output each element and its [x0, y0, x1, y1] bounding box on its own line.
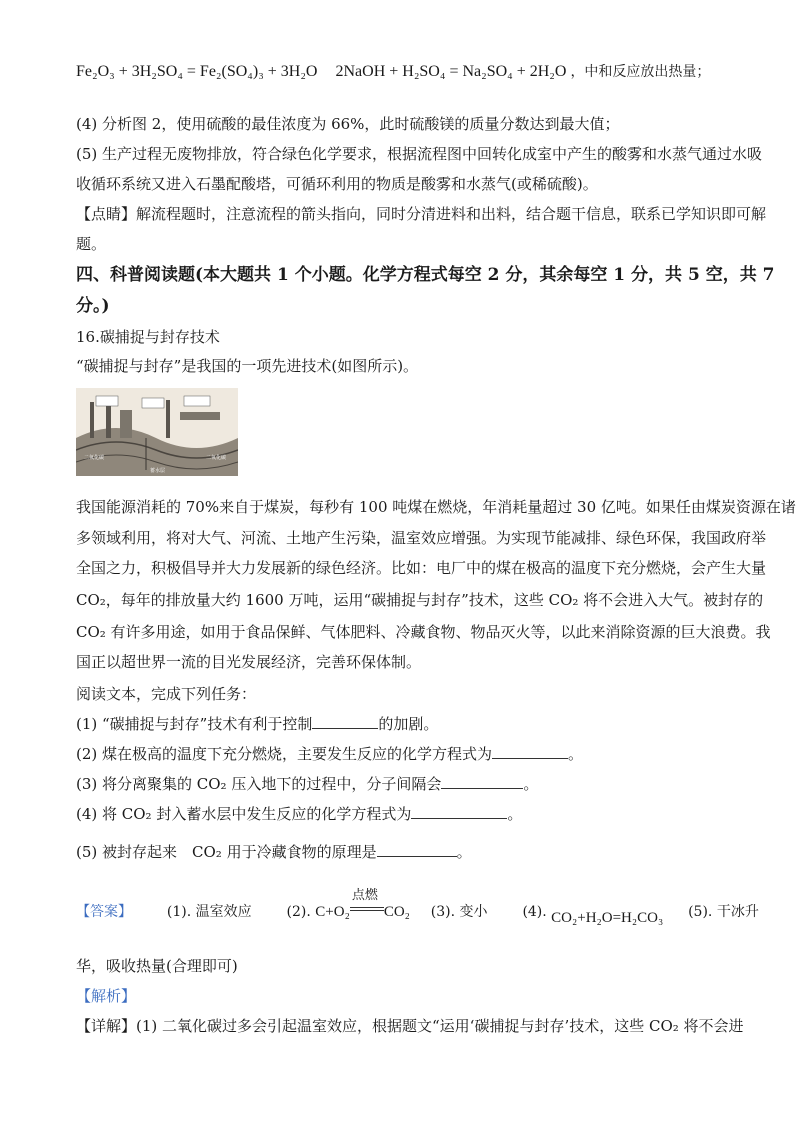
answer-4-label: (4).: [522, 904, 547, 920]
question-5-end: 。: [456, 843, 472, 861]
reaction-condition: [350, 888, 384, 916]
section-heading-line-1: 四、科普阅读题(本大题共 1 个小题。化学方程式每空 2 分，其余每空 1 分，共 5 空，共 7: [76, 265, 775, 285]
detail-line: 【详解】(1) 二氧化碳过多会引起温室效应，根据题文“运用‘碳捕捉与封存’技术，这些 CO₂ 将不会进: [76, 1017, 744, 1035]
question-3-text: (3) 将分离聚集的 CO₂ 压入地下的过程中，分子间隔会: [76, 775, 442, 793]
question-2-text: (2) 煤在极高的温度下充分燃烧，主要发生反应的化学方程式为: [76, 745, 493, 763]
answer-2-label: (2).: [286, 904, 311, 920]
equation-suffix: ，中和反应放出热量；: [570, 64, 711, 80]
answer-2-right: CO₂: [383, 904, 410, 920]
answer-5-start: (5). 干冰升: [688, 904, 759, 920]
paragraph-5-line-1: (5) 生产过程无废物排放，符合绿色化学要求，根据流程图中回转化成室中产生的酸雾和水蒸气通过水吸: [76, 145, 763, 163]
answer-blank-5[interactable]: [377, 842, 457, 857]
body-line-4: CO₂，每年的排放量大约 1600 万吨，运用“碳捕捉与封存”技术，这些 CO₂ 将不会进入大气。被封存的: [76, 591, 764, 609]
question-1-end: 的加剧。: [378, 715, 439, 733]
analysis-tag: 【解析】: [76, 987, 137, 1005]
answer-5-continued: 华，吸收热量(合理即可): [76, 957, 238, 975]
question-1: [76, 714, 438, 734]
answer-blank-2[interactable]: [492, 744, 568, 759]
figure-label-right: 二氧化碳: [206, 455, 227, 461]
equation-1: Fe₂O₃ + 3H₂SO₄ = Fe₂(SO₄)₃ + 3H₂O: [76, 63, 318, 80]
answer-1: (1). 温室效应: [166, 904, 252, 920]
tip-line-1: 【点睛】解流程题时，注意流程的箭头指向，同时分清进料和出料，结合题干信息，联系已学知识即可解: [76, 205, 767, 223]
equation-2: 2NaOH + H₂SO₄ = Na₂SO₄ + 2H₂O: [335, 63, 567, 80]
answer-2-left: C+O₂: [315, 904, 350, 920]
body-line-2: 多领域利用，将对大气、河流、土地产生污染，温室效应增强。为实现节能减排、绿色环保，我国政府举: [76, 529, 767, 547]
answer-blank-1[interactable]: [312, 714, 378, 729]
condition-text: 点燃: [351, 888, 378, 903]
question-16-title: 16.碳捕捉与封存技术: [76, 328, 220, 346]
body-line-1: 我国能源消耗的 70%来自于煤炭，每秒有 100 吨煤在燃烧，年消耗量超过 30 亿吨。如果任由煤炭资源在诸: [76, 498, 796, 516]
question-5: [76, 842, 472, 862]
paragraph-4: (4) 分析图 2，使用硫酸的最佳浓度为 66%，此时硫酸镁的质量分数达到最大值；: [76, 115, 620, 133]
answer-row: [76, 888, 759, 926]
task-intro: 阅读文本，完成下列任务：: [76, 685, 257, 703]
question-3: [76, 774, 538, 794]
question-3-end: 。: [523, 775, 539, 793]
question-2-end: 。: [568, 745, 584, 763]
question-4-text: (4) 将 CO₂ 封入蓄水层中发生反应的化学方程式为: [76, 805, 412, 823]
figure-label-left: 二氧化碳: [84, 455, 105, 461]
answer-tag: 【答案】: [76, 904, 132, 920]
question-16-intro: “碳捕捉与封存”是我国的一项先进技术(如图所示)。: [76, 357, 419, 375]
paragraph-5-line-2: 收循环系统又进入石墨配酸塔，可循环利用的物质是酸雾和水蒸气(或稀硫酸)。: [76, 175, 598, 193]
question-2: [76, 744, 583, 764]
body-line-6: 国正以超世界一流的目光发展经济，完善环保体制。: [76, 653, 422, 671]
question-1-text: (1) “碳捕捉与封存”技术有利于控制: [76, 715, 313, 733]
answer-3: (3). 变小: [430, 904, 488, 920]
question-5-text: (5) 被封存起来 CO₂ 用于冷藏食物的原理是: [76, 843, 377, 861]
tip-line-2: 题。: [76, 235, 107, 253]
answer-4-equation: CO₂+H₂O=H₂CO₃: [551, 910, 664, 926]
chemical-equations-line: [76, 62, 710, 82]
carbon-capture-figure: [76, 388, 238, 476]
question-4-end: 。: [507, 805, 523, 823]
body-line-5: CO₂ 有许多用途，如用于食品保鲜、气体肥料、冷藏食物、物品灭火等，以此来消除资源的巨大浪费。我: [76, 623, 771, 641]
section-heading-line-2: 分。): [76, 296, 110, 316]
figure-label-center: 蓄水层: [150, 468, 166, 474]
answer-blank-3[interactable]: [441, 774, 523, 789]
question-4: [76, 804, 522, 824]
answer-blank-4[interactable]: [411, 804, 507, 819]
body-line-3: 全国之力，积极倡导并大力发展新的绿色经济。比如：电厂中的煤在极高的温度下充分燃烧，会产生大量: [76, 559, 767, 577]
